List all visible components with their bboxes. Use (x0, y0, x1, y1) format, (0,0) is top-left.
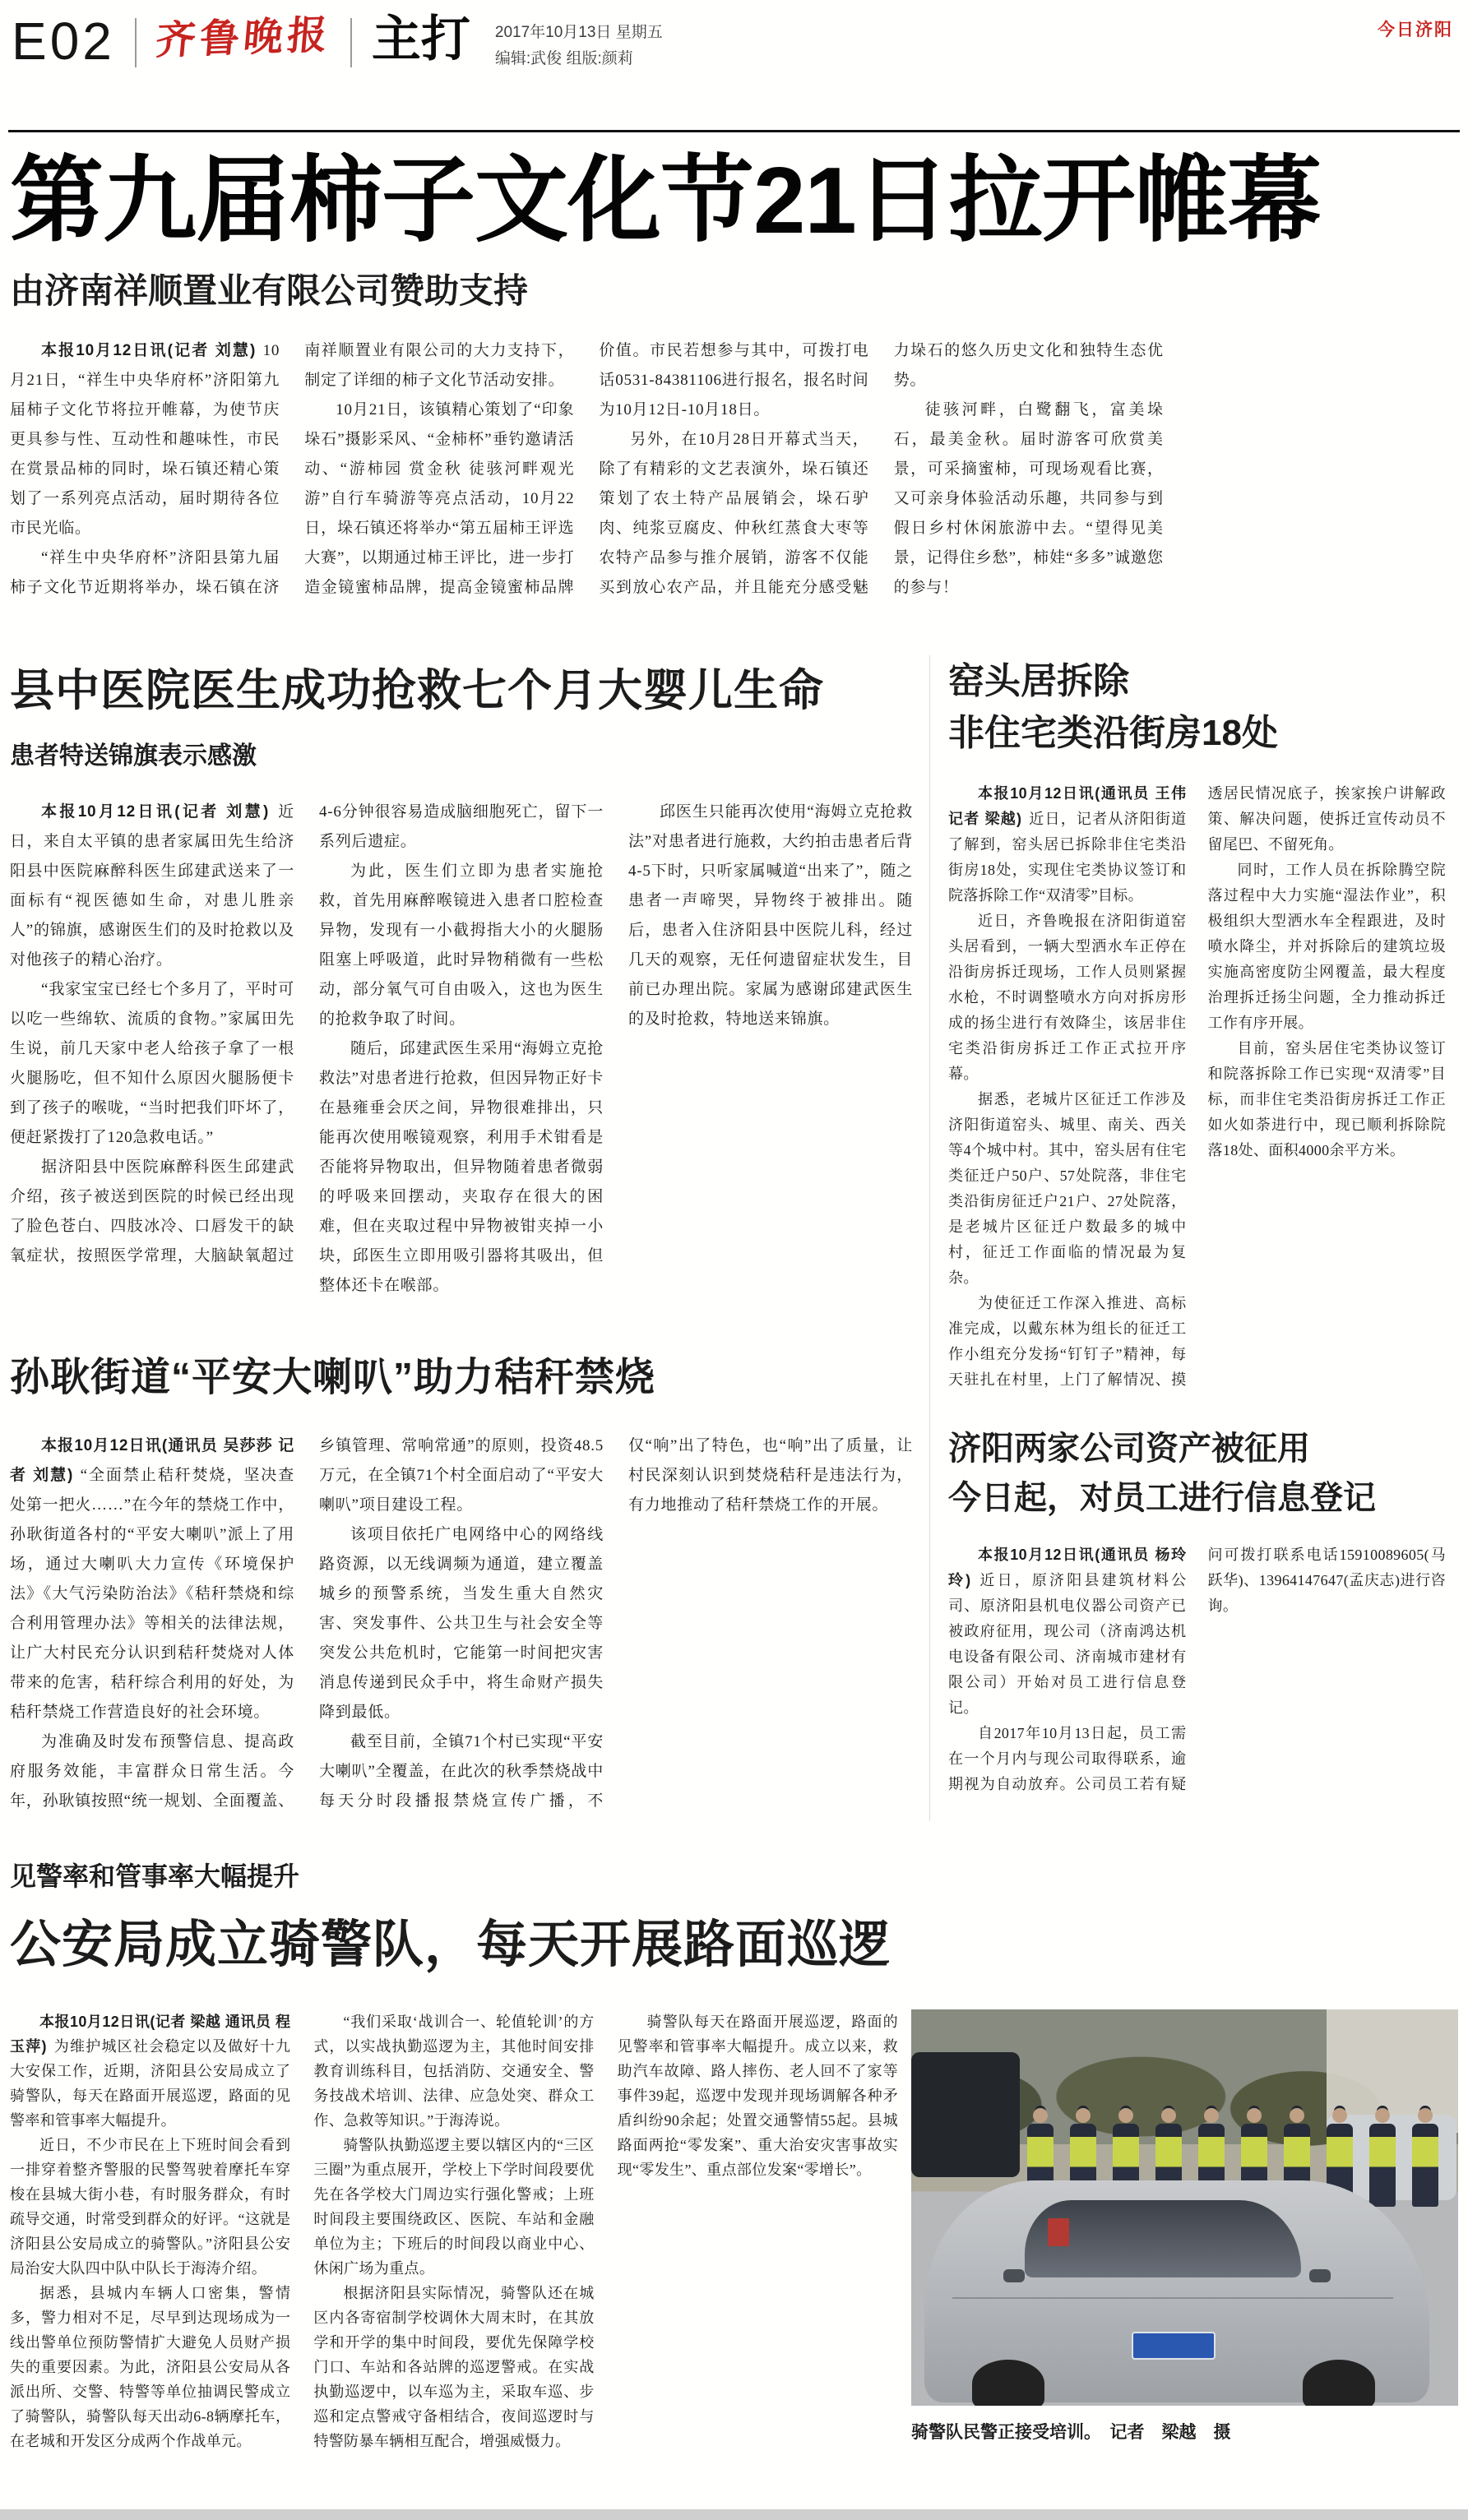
demolition-paragraph: 目前，窑头居住宅类协议签订和院落拆除工作已实现“双清零”目标，而非住宅类沿街房拆迁工作正如火如荼进行中，现已顺利拆除院落18处、面积4000余平方米。 (1207, 1040, 1446, 1159)
demolition-paragraph: 据悉，老城片区征迁工作涉及济阳街道窑头、城里、南关、西关等4个城中村。其中，窑头居有住宅类征迁户50户、57处院落，非住宅类沿街房征迁户21户、27处院落，是老城片区征迁户数最多的城中村，征迁工作面临的情况最为复杂。 (948, 1091, 1187, 1287)
police-paragraph: 骑警队执勤巡逻主要以辖区内的“三区三圈”为重点展开，学校上下学时间段要优先在各学校大门周边实行强化警戒；上班时间段主要围绕政区、医院、车站和金融单位为主；下班后的时间段以商业中心、休闲广场为重点。 (313, 2136, 595, 2277)
header-divider (135, 18, 137, 67)
loudspeaker-paragraph: 该项目依托广电网络中心的网络线路资源，以无线调频为通道，建立覆盖城乡的预警系统，当发生重大自然灾害、突发事件、公共卫生与社会安全等突发公共危机时，它能第一时间把灾害消息传递到民众手中，将生命财产损失降到最低。 (319, 1525, 604, 1721)
police-body (10, 2009, 898, 2463)
demolition-paragraph: 为使征迁工作深入推进、高标准完成，以戴东林为组长的征迁工作小组充分发扬“钉钉子”精神，每天驻扎在村里，上门了解情况、摸透居民情况底子，挨家挨户讲解政策、解决问题，使拆迁宣传动员不留尾巴、不留死角。 (948, 785, 1446, 1389)
wheel-shape (1303, 2360, 1375, 2406)
demolition-story (948, 655, 1446, 1397)
lead-paragraph: 10月21日，该镇精心策划了“印象垛石”摄影采风、“金柿杯”垂钓邀请活动、“游柿园 赏金秋 徒骇河畔观光游”自行车骑游等亮点活动，10月22日，垛石镇还将举办“第五届柿王评选大赛”，以期通过柿王评比，进一步打造金镜蜜柿品牌，提高金镜蜜柿品牌价值。市民若想参与其中，可拨打电话0531-84381106进行报名，报名时间为10月12日-10月18日。 (304, 341, 869, 596)
company-headline: 济阳两家公司资产被征用 今日起，对员工进行信息登记 (948, 1431, 1376, 1517)
police-paragraph: 根据济阳县实际情况，骑警队还在城区内各寄宿制学校调休大周末时，在其放学和开学的集中时间段，要优先保障学校门口、车站和各站牌的巡逻警戒。在实战执勤巡逻中，以车巡为主，采取车巡、步巡和定点警戒守备相结合，夜间巡逻时与特警防暴车辆相互配合，增强威慑力。 (313, 2284, 595, 2449)
loudspeaker-headline: 孙耿街道“平安大喇叭”助力秸秆禁烧 (10, 1355, 656, 1399)
police-paragraph: 本报10月12日讯(记者 梁越 通讯员 程玉萍) 为维护城区社会稳定以及做好十九大安保工作，近期，济阳县公安局成立了骑警队，每天在路面开展巡逻，路面的见警率和管事率大幅提升。 (10, 2013, 291, 2129)
lead-subhead: 由济南祥顺置业有限公司赞助支持 (10, 270, 529, 310)
middle-section (0, 626, 1468, 1821)
company-paragraph: 本报10月12日讯(通讯员 杨玲玲) 近日，原济阳县建筑材料公司、原济阳县机电仪器公司资产已被政府征用，现公司（济南鸿达机电设备有限公司、济南城市建材有限公司）开始对员工进行信息登记。 (948, 1547, 1187, 1717)
lead-paragraph: 另外，在10月28日开幕式当天，除了有精彩的文艺表演外，垛石镇还策划了农土特产品展销会，垛石驴肉、纯浆豆腐皮、仲秋红蒸食大枣等农特产品参与推介展销，游客不仅能买到放心农产品，并且能充分感受魅力垛石的悠久历史文化和独特生态优势。 (599, 341, 1164, 596)
loudspeaker-paragraph: 截至目前，全镇71个村已实现“平安大喇叭”全覆盖，在此次的秋季禁烧战中每天分时段播报禁烧宣传广播，不仅“响”出了特色，也“响”出了质量，让村民深刻认识到焚烧秸秆是违法行为，有力地推动了秸秆禁烧工作的开展。 (319, 1436, 913, 1810)
company-byline: 本报10月12日讯(通讯员 杨玲玲) (948, 1547, 1187, 1589)
rescue-headline: 县中医院医生成功抢救七个月大婴儿生命 (10, 665, 824, 715)
demolition-byline: 本报10月12日讯(通讯员 王伟 记者 梁越) (948, 785, 1187, 828)
rescue-story (10, 655, 913, 1301)
windshield-sticker (1048, 2218, 1069, 2246)
date-block (495, 20, 663, 73)
police-kicker: 见警率和管事率大幅提升 (10, 1861, 300, 1891)
police-byline: 本报10月12日讯(记者 梁越 通讯员 程玉萍) (10, 2013, 291, 2055)
police-paragraph: 骑警队每天在路面开展巡逻，路面的见警率和管事率大幅提升。成立以来，救助汽车故障、路人摔伤、老人回不了家等事件39起，巡逻中发现并现场调解各种矛盾纠纷90余起；处置交通警情55起。县城路面两抢“零发案”、重大治安灾害事故实现“零发生”、重点部位发案“零增长”。 (617, 2013, 898, 2178)
police-paragraph: 据悉，县城内车辆人口密集，警情多，警力相对不足，尽早到达现场成为一线出警单位预防警情扩大避免人员财产损失的重要因素。为此，济阳县公安局从各派出所、交警、特警等单位抽调民警成立了骑警队，骑警队每天出动6-8辆摩托车，在老城和开发区分成两个作战单元。 (10, 2284, 291, 2449)
edition-label: E02 (12, 12, 115, 71)
police-headline: 公安局成立骑警队，每天开展路面巡逻 (10, 1916, 891, 1973)
date-line: 2017年10月13日 星期五 (494, 24, 663, 41)
police-photo-block (911, 2009, 1458, 2463)
license-plate-shape (1132, 2332, 1216, 2360)
corner-label: 今日济阳 (1378, 21, 1453, 39)
police-paragraph: “我们采取‘战训合一、轮值轮训’的方式，以实战执勤巡逻为主，其他时间安排教育训练科目，包括消防、交通安全、警务技战术培训、法律、应急处突、群众工作、急救等知识。”于海涛说。 (313, 2013, 595, 2129)
lead-byline: 本报10月12日讯(记者 刘慧) (41, 341, 257, 359)
company-body (948, 1542, 1446, 1814)
rescue-body (10, 798, 913, 1301)
loudspeaker-paragraph: 本报10月12日讯(通讯员 吴莎莎 记者 刘慧) “全面禁止秸秆焚烧，坚决查处第一把火……”在今年的禁烧工作中，孙耿街道各村的“平安大喇叭”派上了用场，通过大喇叭大力宣传《环境保护法》《大气污染防治法》《秸秆禁烧和综合利用管理办法》等相关的法律法规，让广大村民充分认识到秸秆焚烧对人体带来的危害，秸秆综合利用的好处，为秸秆禁烧工作营造良好的社会环境。 (10, 1436, 294, 1721)
lead-body (10, 336, 1458, 626)
staff-line: 编辑:武俊 组版:颜莉 (494, 50, 633, 68)
loudspeaker-story (10, 1345, 913, 1821)
police-van-shape (911, 2052, 1020, 2177)
lead-story (0, 132, 1468, 626)
rescue-paragraph: 随后，邱建武医生采用“海姆立克抢救法”对患者进行抢救，但因异物正好卡在悬雍垂会厌之间，异物很难排出，只能再次使用喉镜观察，利用手术钳看是否能将异物取出，但异物随着患者微弱的呼吸来回摆动，夹取存在很大的困难，但在夹取过程中异物被钳夹掉一小块，邱医生立即用吸引器将其吸出，但整体还卡在喉部。 (319, 1039, 604, 1294)
page-header (0, 0, 1468, 130)
demolition-paragraph: 近日，齐鲁晚报在济阳街道窑头居看到，一辆大型洒水车正停在沿街房拆迁现场，工作人员则紧握水枪，不时调整喷水方向对拆房形成的扬尘进行有效降尘，该居非住宅类沿街房拆迁工作正式拉开序幕。 (948, 913, 1187, 1083)
demolition-body (948, 781, 1446, 1396)
demolition-paragraph: 同时，工作人员在拆除腾空院落过程中大力实施“湿法作业”，积极组织大型洒水车全程跟进，及时喷水降尘，并对拆除后的建筑垃圾实施高密度防尘网覆盖，最大程度治理拆迁扬尘问题，全力推动拆迁工作有序开展。 (1207, 862, 1446, 1032)
page-footer-strip (0, 2509, 1468, 2520)
header-divider (350, 18, 352, 67)
car-shape (924, 2180, 1429, 2402)
rescue-paragraph: 邱医生只能再次使用“海姆立克抢救法”对患者进行施救，大约拍击患者后背4-5下时，只听家属喊道“出来了”，随之患者一声啼哭，异物终于被排出。随后，患者入住济阳县中医院儿科，经过几天的观察，无任何遗留症状发生，目前已办理出院。家属为感谢邱建武医生的及时抢救，特地送来锦旗。 (628, 802, 913, 1028)
police-content (10, 2009, 1458, 2463)
loudspeaker-body (10, 1431, 913, 1821)
lead-paragraph: 本报10月12日讯(记者 刘慧) 10月21日，“祥生中央华府杯”济阳第九届柿子文化节将拉开帷幕，为使节庆更具参与性、互动性和趣味性，市民在赏景品柿的同时，垛石镇还精心策划了一系列亮点活动，届时期待各位市民光临。 (10, 341, 280, 537)
police-paragraph: 近日，不少市民在上下班时间会看到一排穿着整齐警服的民警驾驶着摩托车穿梭在县城大街小巷，有时服务群众，有时疏导交通，时常受到群众的好评。“这就是济阳县公安局成立的骑警队。”济阳县公安局治安大队四中队中队长于海涛介绍。 (10, 2136, 291, 2277)
police-story (0, 1821, 1468, 2463)
rescue-paragraph: 据济阳县中医院麻醉科医生邱建武介绍，孩子被送到医院的时候已经出现了脸色苍白、四肢冰冷、口唇发干的缺氧症状，按照医学常理，大脑缺氧超过4-6分钟很容易造成脑细胞死亡，留下一系列后遗症。 (10, 802, 604, 1265)
wheel-shape (972, 2360, 1044, 2406)
rescue-paragraph: 为此，医生们立即为患者实施抢救，首先用麻醉喉镜进入患者口腔检查异物，发现有一小截拇指大小的火腿肠阻塞上呼吸道，此时异物稍微有一些松动，部分氧气可自由吸入，这也为医生的抢救争取了时间。 (319, 862, 604, 1028)
lead-paragraph: “祥生中央华府杯”济阳县第九届柿子文化节近期将举办，垛石镇在济南祥顺置业有限公司的大力支持下，制定了详细的柿子文化节活动安排。 (10, 341, 575, 596)
rescue-byline: 本报10月12日讯(记者 刘慧) (41, 802, 270, 821)
section-label: 主打 (371, 12, 470, 67)
left-strip (10, 655, 913, 1821)
photo-caption: 骑警队民警正接受培训。 记者 梁越 摄 (911, 2422, 1231, 2442)
lead-paragraph: 徒骇河畔，白鹭翻飞，富美垛石，最美金秋。届时游客可欣赏美景，可采摘蜜柿，可现场观看比赛，又可亲身体验活动乐趣，共同参与到假日乡村休闲旅游中去。“望得见美景，记得住乡愁”，柿娃“多多”诚邀您的参与！ (893, 400, 1164, 596)
masthead-logo: 齐鲁晚报 (154, 12, 333, 64)
rescue-subhead: 患者特送锦旗表示感激 (10, 742, 257, 770)
company-story (948, 1424, 1446, 1814)
lead-headline: 第九届柿子文化节21日拉开帷幕 (10, 149, 1321, 253)
loudspeaker-byline: 本报10月12日讯(通讯员 吴莎莎 记者 刘慧) (10, 1436, 294, 1484)
demolition-headline: 窑头居拆除 非住宅类沿街房18处 (948, 660, 1278, 754)
demolition-paragraph: 本报10月12日讯(通讯员 王伟 记者 梁越) 近日，记者从济阳街道了解到，窑头居已拆除非住宅类沿街房18处，实现住宅类协议签订和院落拆除工作“双清零”目标。 (948, 785, 1187, 904)
loudspeaker-paragraph: 为准确及时发布预警信息、提高政府服务效能，丰富群众日常生活。今年，孙耿镇按照“统一规划、全面覆盖、乡镇管理、常响常通”的原则，投资48.5万元，在全镇71个村全面启动了“平安大喇叭”项目建设工程。 (10, 1436, 604, 1810)
company-paragraph: 自2017年10月13日起，员工需在一个月内与现公司取得联系，逾期视为自动放弃。公司员工若有疑问可拨打联系电话15910089605(马跃华)、13964147647(孟庆志)进行咨询。 (948, 1547, 1446, 1793)
rescue-paragraph: 本报10月12日讯(记者 刘慧) 近日，来自太平镇的患者家属田先生给济阳县中医院麻醉科医生邱建武送来了一面标有“视医德如生命，对患儿胜亲人”的锦旗，感谢医生们的及时抢救以及对他孩子的精心治疗。 (10, 802, 294, 969)
police-photo (911, 2009, 1458, 2406)
right-strip (929, 655, 1446, 1821)
rescue-paragraph: “我家宝宝已经七个多月了，平时可以吃一些绵软、流质的食物。”家属田先生说，前几天家中老人给孩子拿了一根火腿肠吃，但不知什么原因火腿肠便卡到了孩子的喉咙，“当时把我们吓坏了，便赶紧拨打了120急救电话。” (10, 980, 294, 1146)
